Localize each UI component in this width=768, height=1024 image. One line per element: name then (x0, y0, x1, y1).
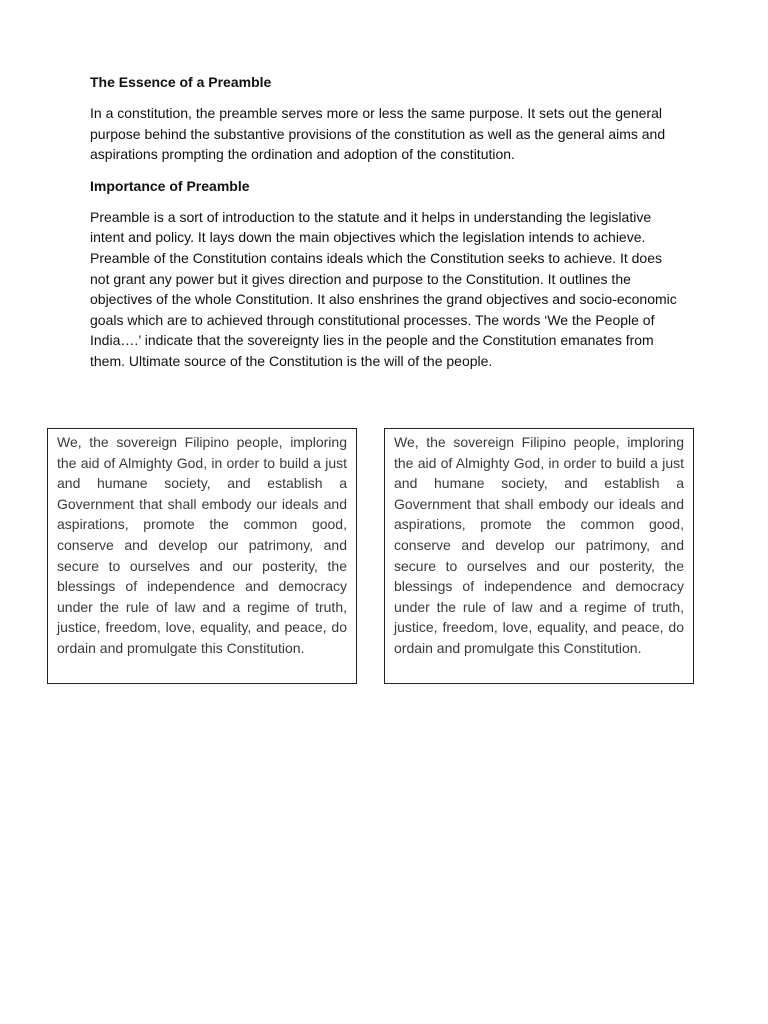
document-body (90, 72, 682, 383)
essence-heading: The Essence of a Preamble (90, 74, 272, 90)
importance-heading: Importance of Preamble (90, 177, 250, 194)
preamble-box-right: We, the sovereign Filipino people, imploring the aid of Almighty God, in order to build a just and humane society, and establish a Government that shall embody our ideals and aspirations, promote the common good, conserve and develop our patrimony, and secure to ourselves and our posterity, the blessings of independence and democracy under the rule of law and a regime of truth, justice, freedom, love, equality, and peace, do ordain and promulgate this Constitution. (384, 428, 694, 684)
importance-paragraph: Preamble is a sort of introduction to the statute and it helps in understanding the legislative intent and policy. It lays down the main objectives which the legislation intends to achieve. Preamble of the Constitution contains ideals which the Constitution seeks to achieve. It does not grant any power but it gives direction and purpose to the Constitution. It outlines the objectives of the whole Constitution. It also enshrines the grand objectives and socio-economic goals which are to achieved through constitutional processes. The words ‘We the People of India….’ indicate that the sovereignty lies in the people and the Constitution emanates from them. Ultimate source of the Constitution is the will of the people. (90, 208, 677, 369)
preamble-box-left: We, the sovereign Filipino people, imploring the aid of Almighty God, in order to build a just and humane society, and establish a Government that shall embody our ideals and aspirations, promote the common good, conserve and develop our patrimony, and secure to ourselves and our posterity, the blessings of independence and democracy under the rule of law and a regime of truth, justice, freedom, love, equality, and peace, do ordain and promulgate this Constitution. (47, 428, 357, 684)
essence-paragraph: In a constitution, the preamble serves more or less the same purpose. It sets out the general purpose behind the substantive provisions of the constitution as well as the general aims and aspirations prompting the ordination and adoption of the constitution. (90, 105, 666, 163)
